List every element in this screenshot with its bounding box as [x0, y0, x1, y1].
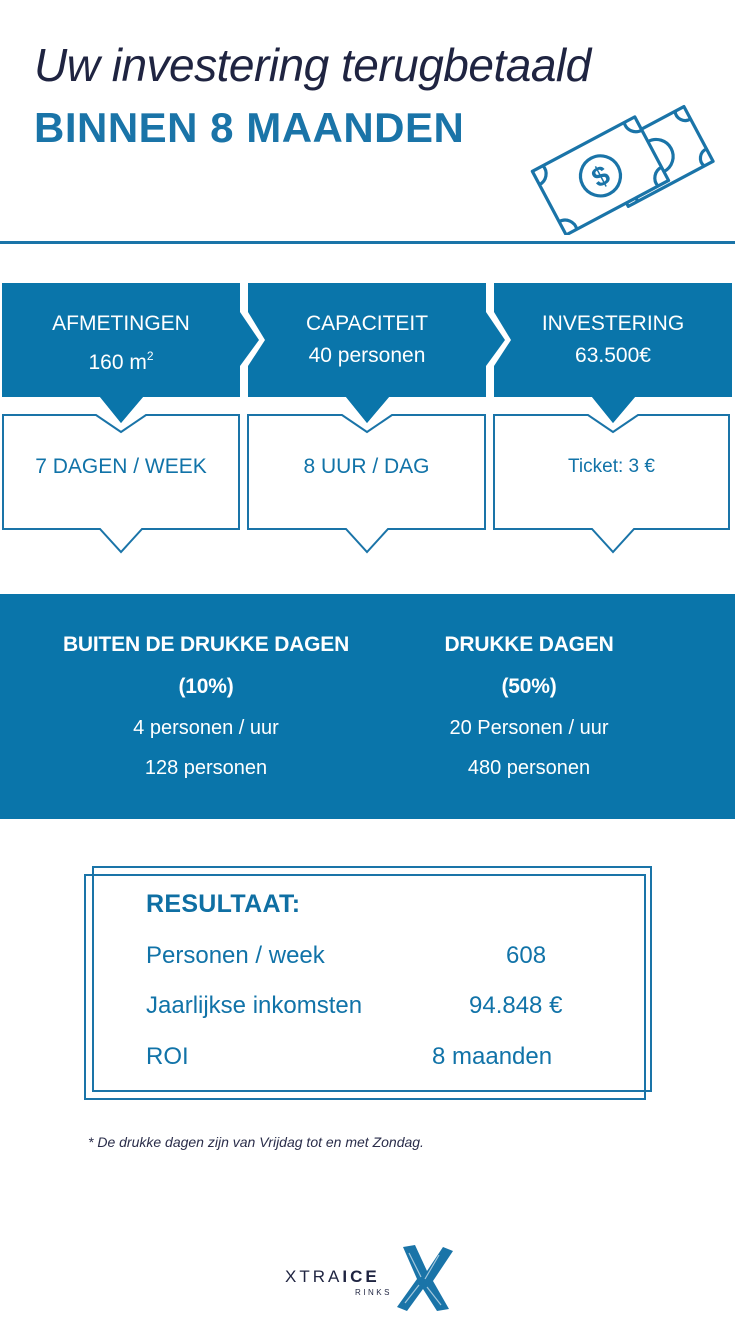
xtraice-logo [285, 1243, 455, 1313]
step-title: AFMETINGEN [52, 312, 190, 335]
step-detail: 7 DAGEN / WEEK [35, 455, 207, 478]
footnote: * De drukke dagen zijn van Vrijdag tot en met Zondag. [88, 1134, 424, 1150]
result-value: 94.848 € [469, 992, 563, 1019]
step-investering [494, 308, 732, 372]
step-value: 160 $m^2$ [88, 349, 154, 374]
result-label: Jaarlijkse inkomsten [146, 992, 363, 1019]
logo-x-mark-icon [393, 1243, 455, 1313]
step-capaciteit [248, 308, 486, 372]
detail-box-2 [248, 415, 485, 552]
step-detail: 8 UUR / DAG [303, 455, 430, 478]
step-detail: Ticket: 3 € [568, 456, 655, 477]
occupancy-title: DRUKKE DAGEN [444, 633, 614, 656]
step-title: INVESTERING [541, 312, 685, 335]
occupancy-percent: (50%) [501, 675, 557, 698]
occupancy-rate: 20 Personen / uur [449, 717, 609, 739]
occupancy-title: BUITEN DE DRUKKE DAGEN [62, 633, 350, 656]
occupancy-rate: 4 personen / uur [133, 717, 279, 739]
step-title: CAPACITEIT [305, 312, 429, 335]
detail-box-1 [3, 415, 239, 552]
money-bills-icon [520, 95, 720, 235]
logo-subtitle: RINKS [355, 1288, 392, 1297]
svg-text:$: $ [586, 158, 615, 194]
occupancy-band [0, 594, 735, 819]
result-label: ROI [146, 1043, 189, 1070]
result-value: 8 maanden [432, 1043, 553, 1070]
header-divider [0, 241, 735, 244]
result-value: 608 [506, 942, 547, 969]
detail-box-3 [494, 415, 729, 552]
occupancy-total: 128 personen [144, 757, 268, 779]
step-value: 40 personen [308, 344, 426, 367]
page-title: Uw investering terugbetaald [34, 39, 591, 91]
occupancy-total: 480 personen [467, 757, 591, 779]
result-label: Personen / week [146, 942, 325, 969]
occupancy-percent: (10%) [178, 675, 234, 698]
result-title: RESULTAAT: [146, 890, 301, 918]
step-value: 63.500€ [575, 344, 651, 367]
occupancy-peak [414, 624, 644, 788]
occupancy-offpeak [22, 624, 390, 788]
page-subtitle: BINNEN 8 MAANDEN [34, 104, 465, 151]
step-afmetingen [2, 308, 240, 379]
logo-wordmark: XTRAICE [285, 1267, 380, 1286]
